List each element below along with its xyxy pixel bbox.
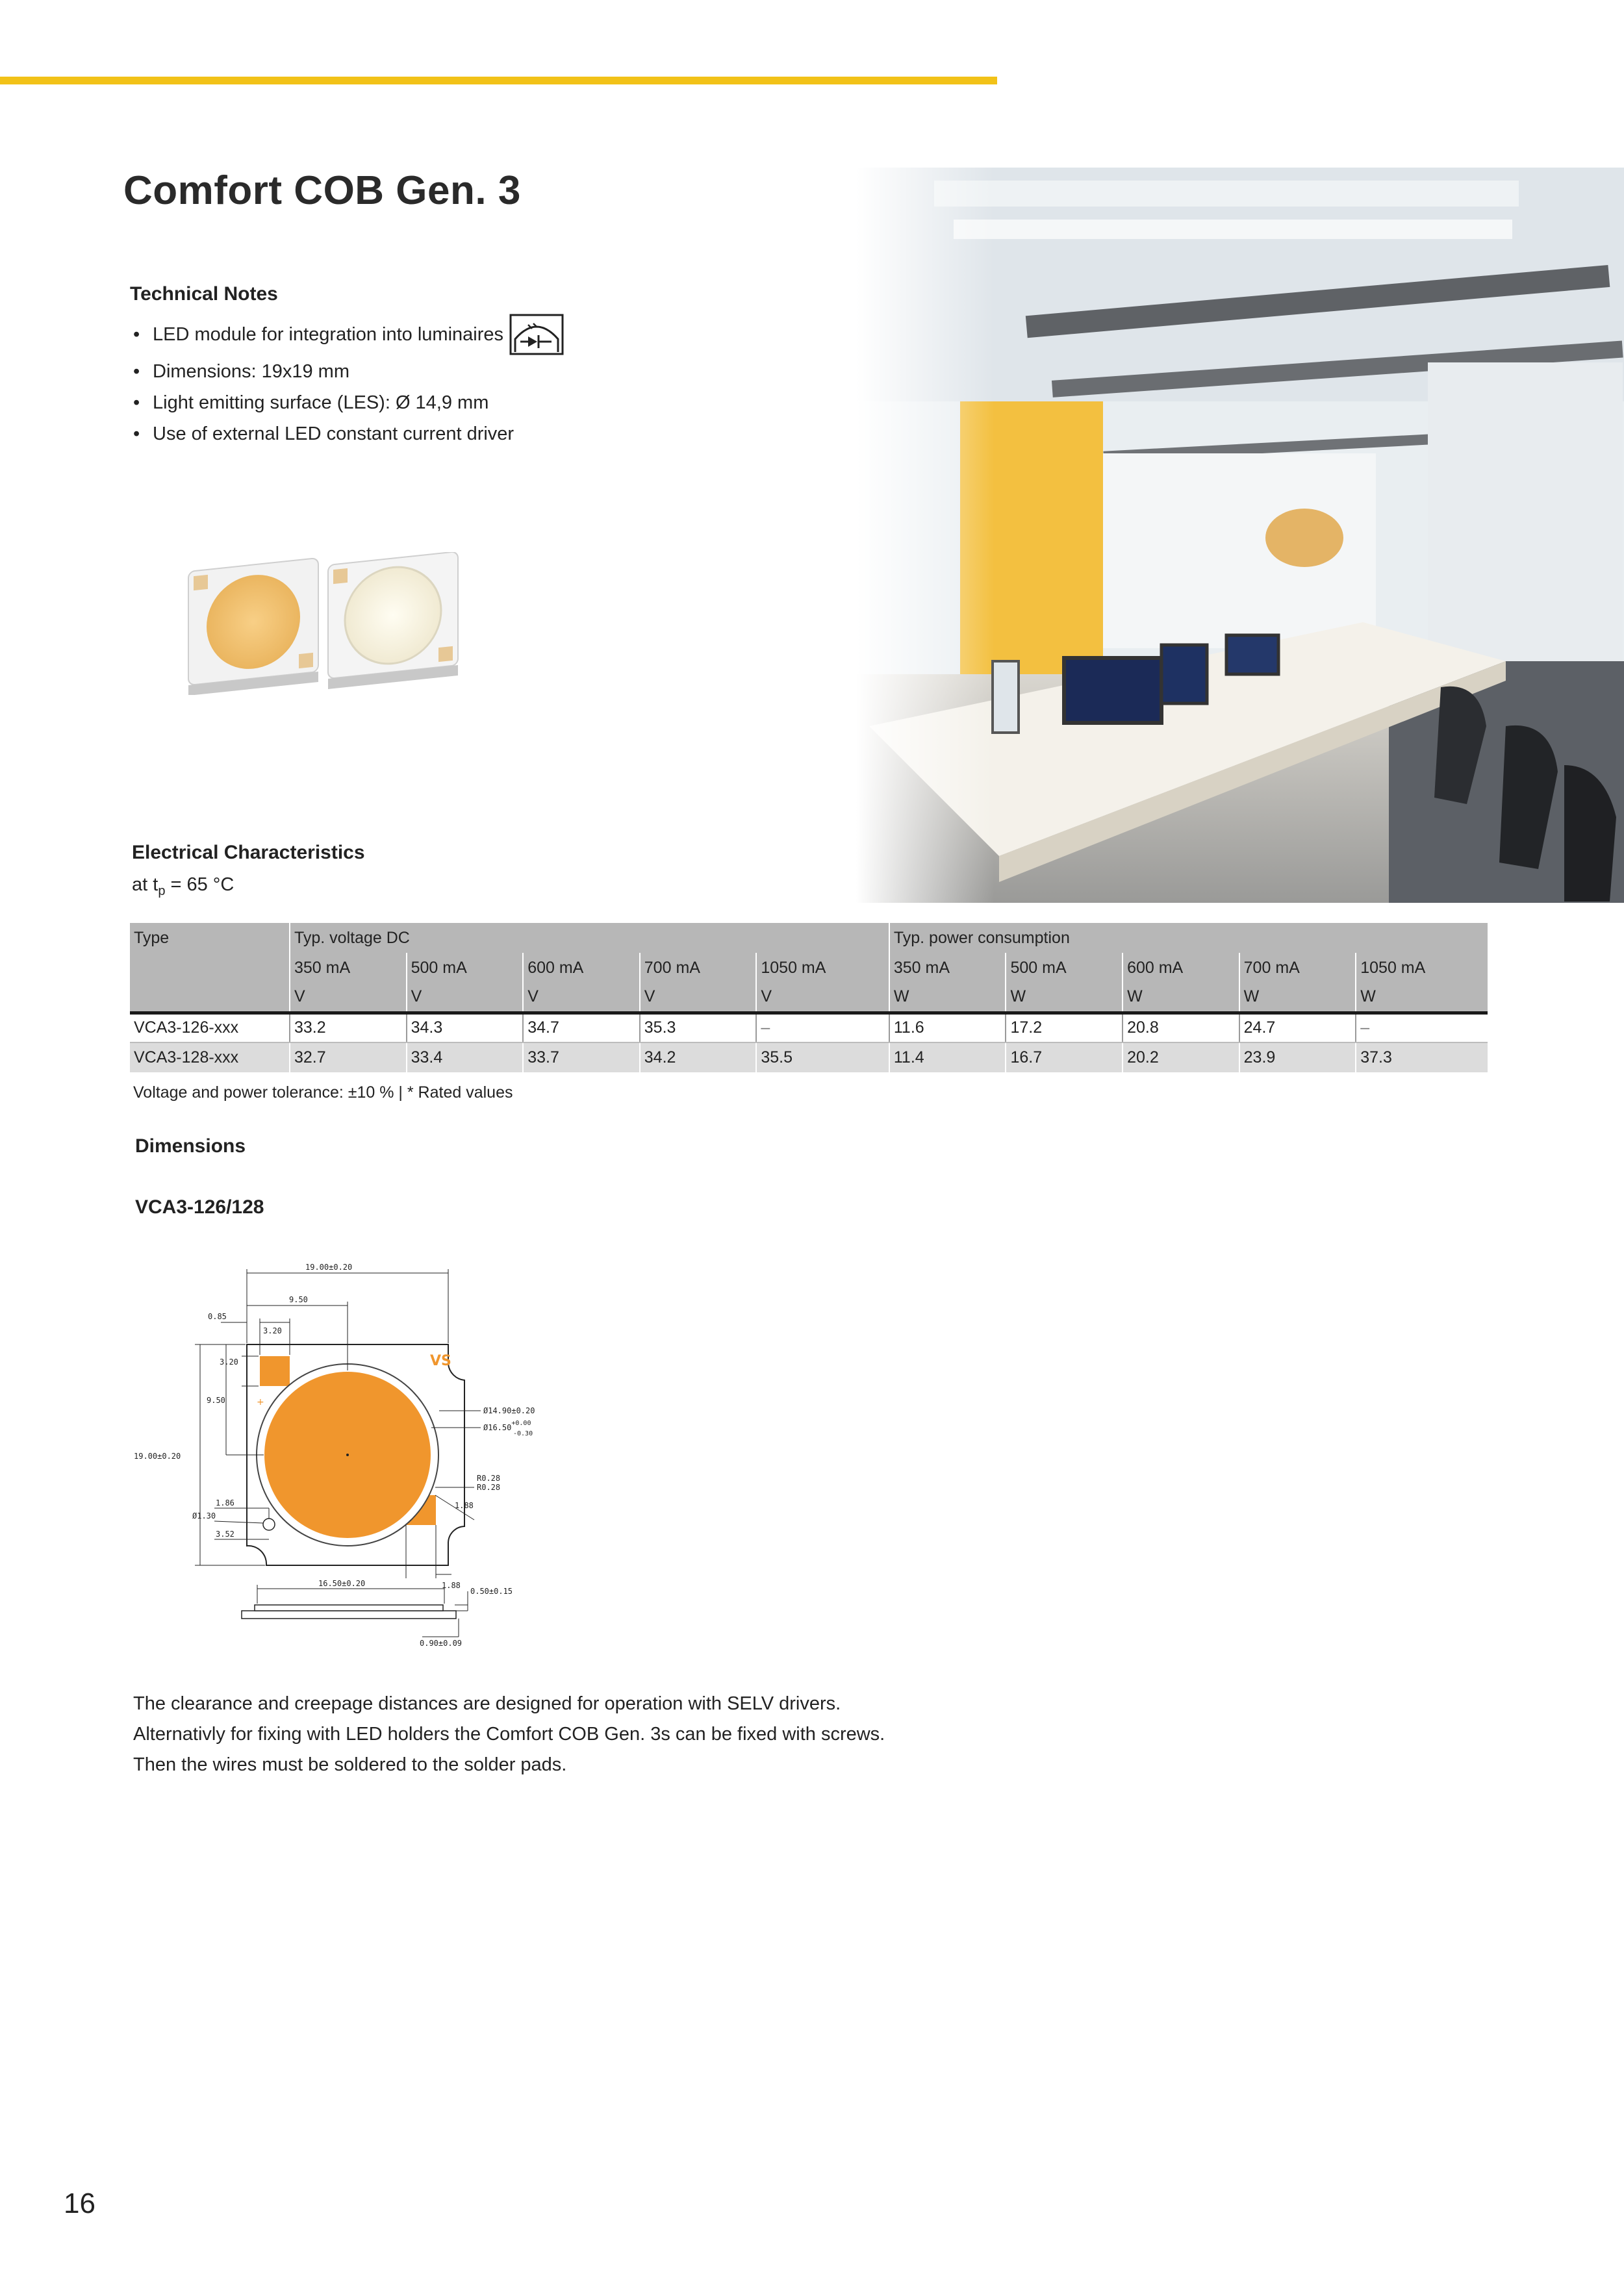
voltage-group-header: Typ. voltage DC — [290, 923, 889, 953]
page-title: Comfort COB Gen. 3 — [123, 168, 521, 213]
dimensions-heading: Dimensions — [135, 1135, 246, 1157]
power-cell: 37.3 — [1356, 1042, 1488, 1072]
dimensions-model: VCA3-126/128 — [135, 1196, 264, 1218]
office-interior-photo — [856, 168, 1624, 903]
voltage-cell: 33.2 — [290, 1013, 407, 1042]
table-row — [130, 1013, 1488, 1042]
note-line: Then the wires must be soldered to the solder pads. — [133, 1754, 567, 1775]
voltage-cell: 34.7 — [523, 1013, 640, 1042]
dimension-drawing — [130, 1254, 585, 1656]
dim-label: 0.50±0.15 — [470, 1587, 513, 1596]
current-header: 1050 mA — [756, 953, 889, 983]
current-header: 700 mA — [640, 953, 757, 983]
note-text: LED module for integration into luminaires — [153, 324, 503, 345]
dim-label: 9.50 — [289, 1295, 308, 1304]
current-header: 350 mA — [290, 953, 407, 983]
dim-label: -0.30 — [513, 1430, 533, 1437]
unit-cell: W — [1006, 983, 1123, 1013]
current-header: 600 mA — [1123, 953, 1239, 983]
dim-label: 3.52 — [216, 1530, 235, 1539]
current-header: 500 mA — [407, 953, 524, 983]
dim-label: 3.20 — [263, 1326, 282, 1335]
list-item — [133, 387, 565, 418]
power-cell: 11.6 — [889, 1013, 1006, 1042]
dim-label: R0.28 — [477, 1474, 501, 1483]
current-header: 700 mA — [1239, 953, 1356, 983]
dim-label: 1.88 — [455, 1501, 474, 1510]
dim-label: 1.88 — [442, 1581, 461, 1590]
brand-mark: VS — [430, 1353, 451, 1369]
table-header-row — [130, 953, 1488, 983]
power-cell: 16.7 — [1006, 1042, 1123, 1072]
side-view-substrate — [242, 1611, 456, 1619]
unit-cell: V — [640, 983, 757, 1013]
unit-cell: W — [1123, 983, 1239, 1013]
table-row — [130, 1042, 1488, 1072]
unit-cell: V — [756, 983, 889, 1013]
note-text: Dimensions: 19x19 mm — [153, 361, 349, 382]
bullet: • — [133, 392, 140, 413]
type-cell: VCA3-128-xxx — [130, 1042, 290, 1072]
unit-cell: W — [1356, 983, 1488, 1013]
note-line: The clearance and creepage distances are designed for operation with SELV drivers. — [133, 1693, 841, 1714]
voltage-cell: 35.5 — [756, 1042, 889, 1072]
power-group-header: Typ. power consumption — [889, 923, 1488, 953]
power-cell: 17.2 — [1006, 1013, 1123, 1042]
side-view-ring — [255, 1605, 443, 1611]
tolerance-note: Voltage and power tolerance: ±10 % | * Rated values — [133, 1083, 513, 1102]
dim-label: 19.00±0.20 — [134, 1452, 181, 1461]
unit-cell: W — [1239, 983, 1356, 1013]
electrical-heading: Electrical Characteristics — [132, 842, 365, 863]
current-header: 350 mA — [889, 953, 1006, 983]
unit-cell: V — [290, 983, 407, 1013]
dim-label: $Ø16.50^{+0.00}$ — [483, 1420, 531, 1432]
note-text: Use of external LED constant current driver — [153, 423, 514, 444]
type-cell: VCA3-126-xxx — [130, 1013, 290, 1042]
power-cell: 20.8 — [1123, 1013, 1239, 1042]
power-cell: 20.2 — [1123, 1042, 1239, 1072]
power-cell: 23.9 — [1239, 1042, 1356, 1072]
unit-cell: W — [889, 983, 1006, 1013]
page-number: 16 — [64, 2188, 95, 2219]
electrical-condition: at $t_p = 65$ °C — [132, 874, 235, 898]
dim-label: Ø14.90±0.20 — [483, 1406, 535, 1415]
dim-label: Ø1.30 — [192, 1511, 216, 1520]
electrical-table — [130, 923, 1488, 1072]
type-header: Type — [130, 923, 290, 953]
power-cell: – — [1356, 1013, 1488, 1042]
technical-notes-heading: Technical Notes — [130, 283, 278, 305]
unit-cell: V — [407, 983, 524, 1013]
svg-text:+: + — [257, 1397, 264, 1407]
luminaire-integration-icon — [509, 313, 565, 356]
bullet: • — [133, 324, 140, 345]
bullet: • — [133, 423, 140, 444]
top-accent-rule — [0, 77, 997, 84]
note-line: Alternativly for fixing with LED holders the Comfort COB Gen. 3s can be fixed with screws. — [133, 1724, 885, 1745]
voltage-cell: 33.7 — [523, 1042, 640, 1072]
current-header: 1050 mA — [1356, 953, 1488, 983]
voltage-cell: 34.2 — [640, 1042, 757, 1072]
voltage-cell: 35.3 — [640, 1013, 757, 1042]
dim-label: 0.85 — [208, 1312, 227, 1321]
dim-label: 1.86 — [216, 1498, 235, 1508]
list-item — [133, 356, 565, 387]
fixing-hole — [263, 1519, 275, 1530]
led-chips-image — [175, 552, 487, 695]
voltage-cell: 32.7 — [290, 1042, 407, 1072]
table-header-row — [130, 923, 1488, 953]
current-header: 500 mA — [1006, 953, 1123, 983]
list-item — [133, 418, 565, 449]
solder-pad — [260, 1356, 290, 1386]
dim-label: R0.28 — [477, 1483, 501, 1492]
notes-paragraph — [133, 1689, 885, 1780]
bullet: • — [133, 361, 140, 382]
dim-label: 16.50±0.20 — [318, 1579, 366, 1588]
current-header: 600 mA — [523, 953, 640, 983]
dim-label: 19.00±0.20 — [305, 1263, 353, 1272]
voltage-cell: 33.4 — [407, 1042, 524, 1072]
unit-cell: V — [523, 983, 640, 1013]
dim-label: 3.20 — [220, 1357, 238, 1367]
dim-label: 0.90±0.09 — [420, 1639, 463, 1648]
power-cell: 24.7 — [1239, 1013, 1356, 1042]
power-cell: 11.4 — [889, 1042, 1006, 1072]
note-text: Light emitting surface (LES): Ø 14,9 mm — [153, 392, 489, 413]
table-unit-row — [130, 983, 1488, 1013]
list-item — [133, 313, 565, 356]
voltage-cell: – — [756, 1013, 889, 1042]
technical-notes-list — [133, 313, 565, 449]
dim-label: 9.50 — [207, 1396, 225, 1405]
voltage-cell: 34.3 — [407, 1013, 524, 1042]
